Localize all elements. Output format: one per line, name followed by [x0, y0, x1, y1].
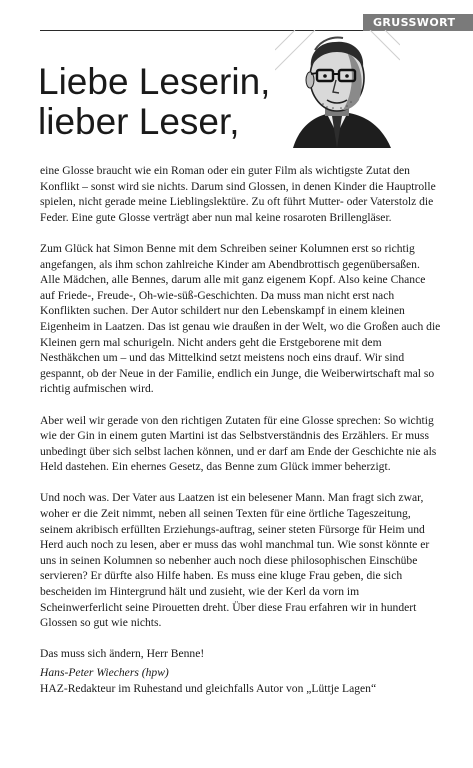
paragraph-2: Zum Glück hat Simon Benne mit dem Schreiben seiner Kolumnen erst so richtig angefangen, als ihm schon zahlreiche Kinder am Abendbrottisch gegenübersaßen. Alle Mädchen, alle Bennes, darum alle mit ganz eigenem Kopf. Also keine Chance auf Friede-, Freude-, Oh-wie-süß-Geschichten. Da muss man nicht erst nach Konflikten suchen. Der Autor schildert nur den Lebenskampf in einem kleinen Eigenheim in Laatzen. Das ist genau wie draußen in der Welt, wo die Großen auch die Kleinen gern mal schurigeln. Nicht anders geht die Erstgeborene mit dem Nesthäkchen um – und das Mittelkind setzt meistens noch eins drauf. Wir sind gespannt, ob der Neue in der Familie, endlich ein Junge, die Weiberwirtschaft mal so richtig aufmischen wird. — [40, 241, 441, 396]
author-portrait — [275, 30, 400, 148]
paragraph-1: eine Glosse braucht wie ein Roman oder ein guter Film als wichtigste Zutat den Konflikt – sonst wird sie nichts. Darum sind Glossen, in denen Kinder die Hauptrolle spielen, nicht gerade meine Lieblingslektüre. Zu oft führt Mutter- oder Vaterstolz die Feder. Eine gute Glosse verträgt aber nun mal keine rosaroten Brillengläser. — [40, 164, 436, 224]
page-title — [38, 62, 270, 142]
paragraph-5: Das muss sich ändern, Herr Benne! — [40, 647, 205, 661]
author-name: Hans-Peter Wiechers (hpw) — [40, 666, 169, 679]
author-signature — [40, 665, 450, 696]
section-tag: GRUSSWORT — [363, 14, 473, 31]
author-description: HAZ-Redakteur im Ruhestand und gleichfalls Autor von „Lüttje Lagen“ — [40, 681, 377, 695]
paragraph-4: Und noch was. Der Vater aus Laatzen ist ein belesener Mann. Man fragt sich zwar, woher er die Zeit nimmt, neben all seinen Texten für eine örtliche Tageszeitung, seinem akribisch erfüllten Erziehungs-auftrag, seiner steten Fürsorge für Heim und Herd auch noch zu lesen, aber er muss das wohl manchmal tun. Wie sonst könnte er uns in seinen Kolumnen so nebenher auch noch diese philosophischen Einschübe servieren? Er dürfte also Hilfe haben. Es muss eine kluge Frau geben, die sich bescheiden im Hintergrund hält und zusieht, wie der Kerl da vorn im Scheinwerferlicht seine Pirouetten dreht. Über diese Frau erfahren wir in hundert Glossen so gut wie nichts. — [40, 491, 430, 630]
paragraph-3: Aber weil wir gerade von den richtigen Zutaten für eine Glosse sprechen: So wichtig wie der Gin in einem guten Martini ist das Selbstverständnis des Erzählers. Er muss unbedingt über sich selbst lachen können, und er darf am Ende der Geschichte nie als Held dastehen. Ein ehernes Gesetz, das Benne zum Glück immer beherzigt. — [40, 413, 437, 474]
article-body — [40, 163, 442, 678]
headline-line-2: lieber Leser, — [38, 101, 240, 142]
headline-line-1: Liebe Leserin, — [38, 61, 271, 102]
